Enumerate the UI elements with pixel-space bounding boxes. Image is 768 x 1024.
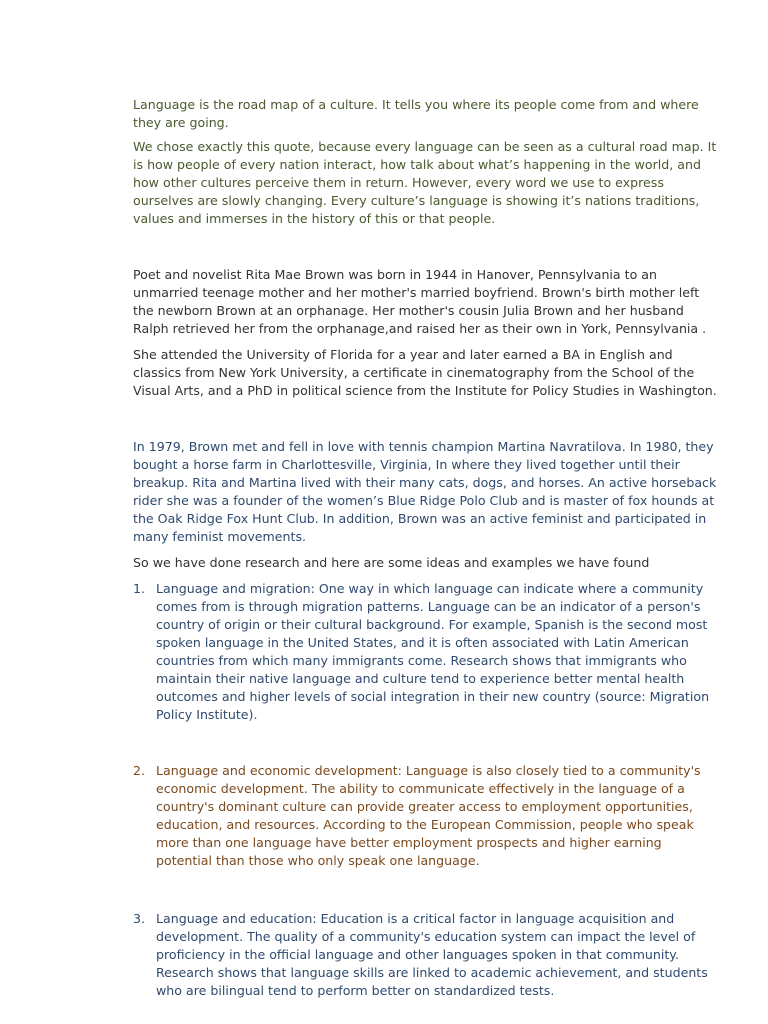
list-item [133, 910, 718, 1000]
bio-life-paragraph: In 1979, Brown met and fell in love with tennis champion Martina Navratilova. In 1980, they bought a horse farm in Charlottesville, Virginia, In where they lived together until their breakup. Rita and Martina lived with their many cats, dogs, and horses. An active horseback rider she was a founder of the women’s Blue Ridge Polo Club and is master of fox hounds at the Oak Ridge Fox Hunt Club. In addition, Brown was an active feminist and participated in many feminist movements. [133, 439, 717, 544]
ideas-list [133, 580, 718, 1000]
list-item [133, 580, 718, 724]
bio-birth-paragraph: Poet and novelist Rita Mae Brown was born in 1944 in Hanover, Pennsylvania to an unmarried teenage mother and her mother's married boyfriend. Brown's birth mother left the newborn Brown at an orphanage. Her mother's cousin Julia Brown and her husband Ralph retrieved her from the orphanage,and raised her as their own in York, Pennsylvania . [133, 267, 707, 336]
list-item-number: 3. [133, 911, 146, 926]
list-item-text: Language and education: Education is a critical factor in language acquisition and development. The quality of a community's education system can impact the level of proficiency in the official language and other languages spoken in that community. Research shows that language skills are linked to academic achievement, and students who are bilingual tend to perform better on standardized tests. [156, 911, 708, 998]
list-item-text: Language and economic development: Language is also closely tied to a community's economic development. The ability to communicate effectively in the language of a country's dominant culture can provide greater access to employment opportunities, education, and resources. According to the European Commission, people who speak more than one language have better employment prospects and higher earning potential than those who only speak one language. [156, 763, 701, 868]
list-item-number: 2. [133, 763, 146, 778]
research-intro: So we have done research and here are some ideas and examples we have found [133, 555, 650, 570]
bio-education-paragraph: She attended the University of Florida for a year and later earned a BA in English and classics from New York University, a certificate in cinematography from the School of the Visual Arts, and a PhD in political science from the Institute for Policy Studies in Washington. [133, 347, 717, 398]
intro-paragraph: We chose exactly this quote, because every language can be seen as a cultural road map. It is how people of every nation interact, how talk about what’s happening in the world, and how other cultures perceive them in return. However, every word we use to express ourselves are slowly changing. Every culture’s language is showing it’s nations traditions, values and immerses in the history of this or that people. [133, 139, 717, 226]
list-item-text: Language and migration: One way in which language can indicate where a community comes from is through migration patterns. Language can be an indicator of a person's country of origin or their cultural background. For example, Spanish is the second most spoken language in the United States, and it is often associated with Latin American countries from which many immigrants come. Research shows that immigrants who maintain their native language and culture tend to experience better mental health outcomes and higher levels of social integration in their new country (source: Migration Policy Institute). [156, 581, 710, 722]
list-item [133, 762, 718, 870]
quote-paragraph: Language is the road map of a culture. It tells you where its people come from and where they are going. [133, 97, 699, 130]
list-item-number: 1. [133, 581, 146, 596]
document-page [133, 96, 718, 1000]
